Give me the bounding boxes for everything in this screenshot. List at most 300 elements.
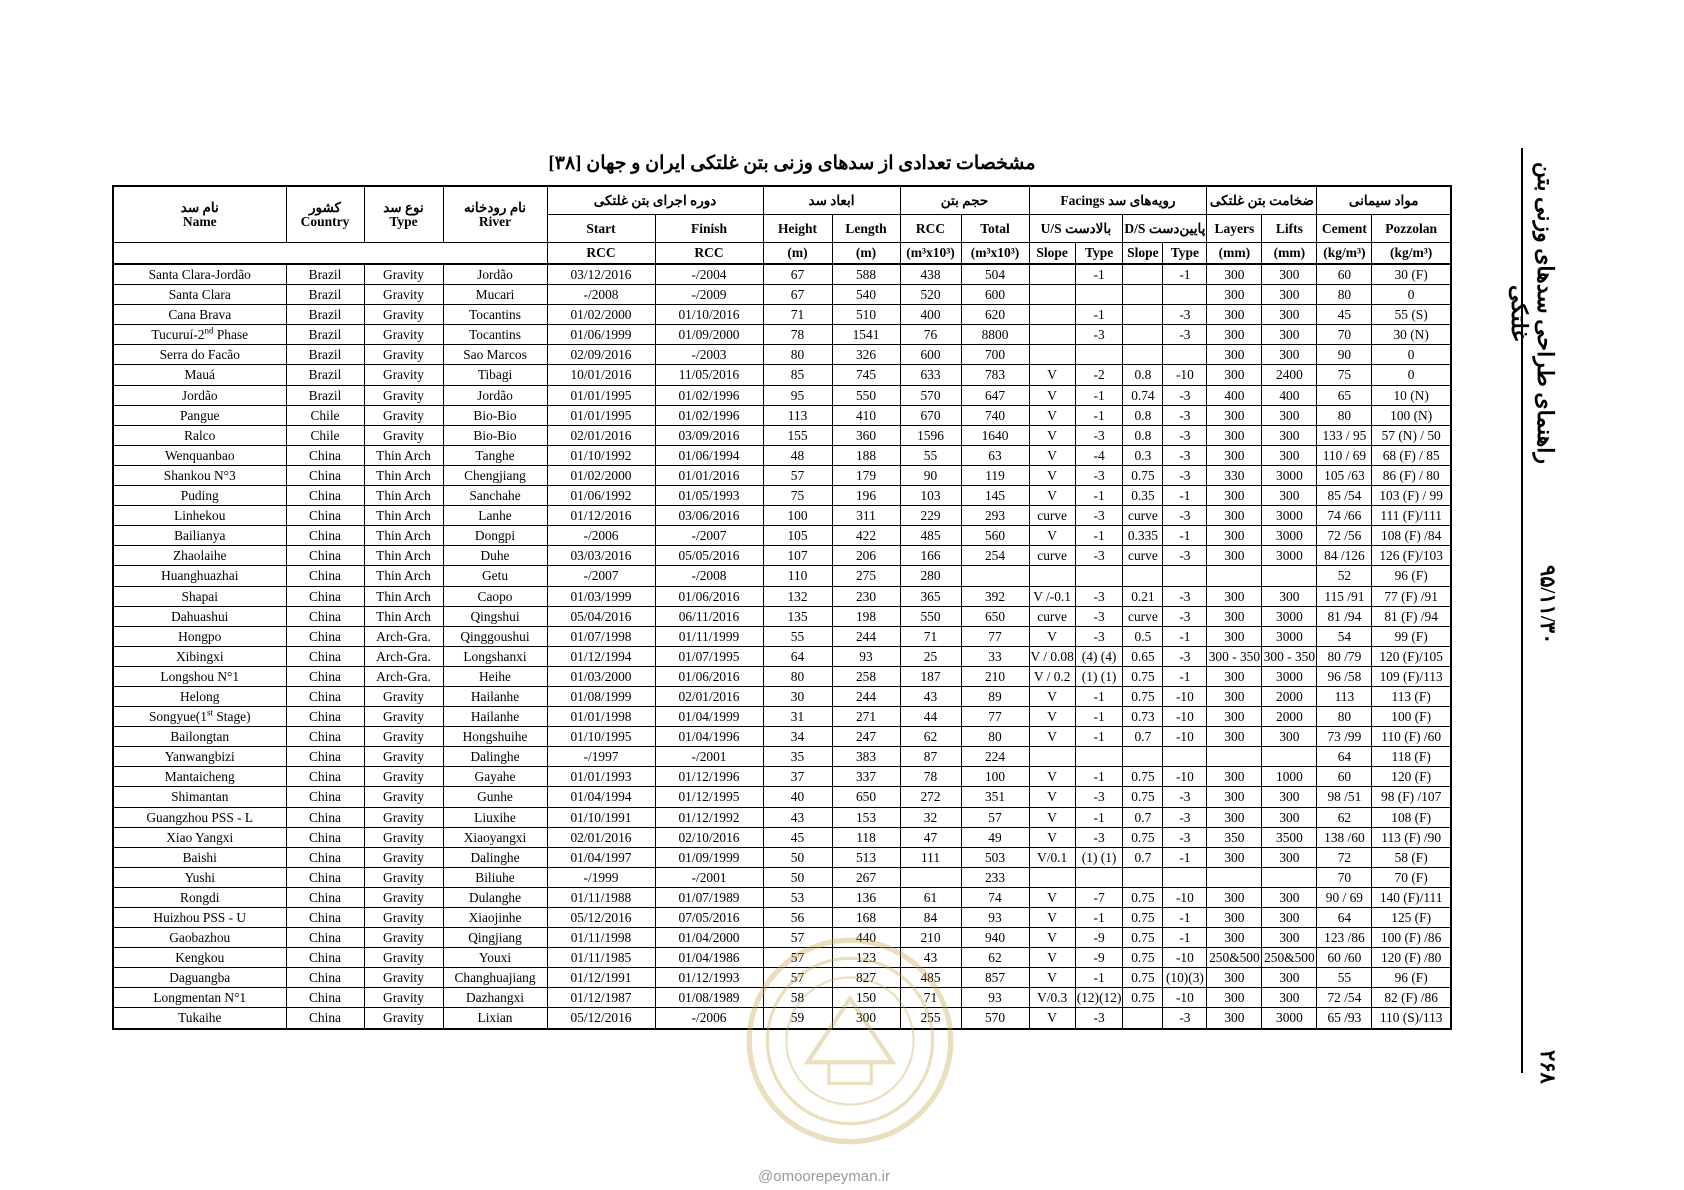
cell-type: Gravity <box>364 827 443 847</box>
cell-type: Thin Arch <box>364 445 443 465</box>
cell-country: China <box>286 948 364 968</box>
cell-vol-rcc: 44 <box>900 707 961 727</box>
cell-country: China <box>286 867 364 887</box>
table-row <box>113 626 1451 646</box>
cell-type: Gravity <box>364 345 443 365</box>
cell-country: China <box>286 847 364 867</box>
col-cement: Cement <box>1317 215 1372 243</box>
cell-height: 110 <box>763 566 832 586</box>
cell-vol-total: 351 <box>961 787 1029 807</box>
cell-start: 01/03/1999 <box>547 586 655 606</box>
cell-cement: 70 <box>1317 325 1372 345</box>
col-height: Height <box>763 215 832 243</box>
cell-ds-slope <box>1123 325 1163 345</box>
table-row <box>113 646 1451 666</box>
cell-us-slope: V <box>1029 968 1075 988</box>
cell-pozzolan: 113 (F) /90 <box>1372 827 1451 847</box>
cell-country: Brazil <box>286 285 364 305</box>
cell-ds-type: -3 <box>1163 606 1207 626</box>
cell-country: China <box>286 686 364 706</box>
cell-length: 422 <box>832 526 900 546</box>
cell-start: 01/04/1994 <box>547 787 655 807</box>
cell-height: 55 <box>763 626 832 646</box>
cell-start: 01/01/1998 <box>547 707 655 727</box>
cell-height: 45 <box>763 827 832 847</box>
cell-vol-rcc: 229 <box>900 506 961 526</box>
cell-start: 01/07/1998 <box>547 626 655 646</box>
cell-pozzolan: 0 <box>1372 285 1451 305</box>
table-row <box>113 707 1451 727</box>
cell-ds-type: -10 <box>1163 948 1207 968</box>
cell-country: China <box>286 526 364 546</box>
cell-name: Ralco <box>113 425 286 445</box>
cell-name: Tukaihe <box>113 1008 286 1029</box>
cell-finish: 01/06/2016 <box>655 666 763 686</box>
cell-layers: 350 <box>1207 827 1262 847</box>
cell-lifts: 300 <box>1262 285 1317 305</box>
cell-name: Serra do Facão <box>113 345 286 365</box>
col-river: نام رودخانه River <box>443 186 547 243</box>
watermark-seal-icon <box>744 935 956 1147</box>
cell-cement: 62 <box>1317 807 1372 827</box>
cell-cement: 138 /60 <box>1317 827 1372 847</box>
cell-vol-rcc: 32 <box>900 807 961 827</box>
unit-ds-slope: Slope <box>1123 243 1163 265</box>
cell-length: 275 <box>832 566 900 586</box>
cell-type: Gravity <box>364 305 443 325</box>
cell-vol-total: 647 <box>961 385 1029 405</box>
cell-country: China <box>286 546 364 566</box>
cell-finish: 01/04/2000 <box>655 928 763 948</box>
cell-layers: 300 <box>1207 325 1262 345</box>
cell-start: 01/12/2016 <box>547 506 655 526</box>
cell-us-slope: V <box>1029 465 1075 485</box>
unit-finish: RCC <box>655 243 763 265</box>
cell-height: 67 <box>763 264 832 285</box>
table-row <box>113 405 1451 425</box>
cell-country: China <box>286 787 364 807</box>
cell-type: Arch-Gra. <box>364 666 443 686</box>
cell-cement: 65 /93 <box>1317 1008 1372 1029</box>
cell-us-type: -1 <box>1075 264 1123 285</box>
cell-vol-total: 57 <box>961 807 1029 827</box>
cell-layers: 300 <box>1207 425 1262 445</box>
cell-layers: 300 <box>1207 405 1262 425</box>
cell-name: Cana Brava <box>113 305 286 325</box>
cell-cement: 123 /86 <box>1317 928 1372 948</box>
cell-lifts: 300 <box>1262 405 1317 425</box>
cell-lifts: 300 <box>1262 345 1317 365</box>
table-row <box>113 867 1451 887</box>
cell-us-type: -3 <box>1075 827 1123 847</box>
col-start: Start <box>547 215 655 243</box>
table-row <box>113 526 1451 546</box>
cell-cement: 64 <box>1317 747 1372 767</box>
cell-ds-slope: 0.75 <box>1123 686 1163 706</box>
cell-us-type: -1 <box>1075 707 1123 727</box>
cell-layers: 300 <box>1207 666 1262 686</box>
cell-layers <box>1207 867 1262 887</box>
unit-length: (m) <box>832 243 900 265</box>
cell-finish: 01/04/1986 <box>655 948 763 968</box>
unit-height: (m) <box>763 243 832 265</box>
cell-layers: 300 <box>1207 626 1262 646</box>
cell-vol-rcc: 71 <box>900 626 961 646</box>
cell-ds-slope: 0.7 <box>1123 727 1163 747</box>
cell-river: Tocantins <box>443 325 547 345</box>
cell-layers: 300 <box>1207 506 1262 526</box>
cell-lifts: 3000 <box>1262 666 1317 686</box>
cell-ds-type: -1 <box>1163 847 1207 867</box>
cell-vol-total: 145 <box>961 486 1029 506</box>
table-row <box>113 767 1451 787</box>
cell-type: Gravity <box>364 1008 443 1029</box>
cell-start: 01/12/1994 <box>547 646 655 666</box>
cell-vol-total: 857 <box>961 968 1029 988</box>
cell-us-slope: V <box>1029 526 1075 546</box>
cell-vol-rcc: 280 <box>900 566 961 586</box>
cell-height: 43 <box>763 807 832 827</box>
cell-cement: 75 <box>1317 365 1372 385</box>
cell-ds-slope: curve <box>1123 546 1163 566</box>
cell-type: Gravity <box>364 908 443 928</box>
col-ds: D/S پایین‌دست <box>1123 215 1207 243</box>
cell-us-slope: curve <box>1029 546 1075 566</box>
cell-length: 360 <box>832 425 900 445</box>
cell-us-slope: V <box>1029 787 1075 807</box>
watermark-text: @omoorepeyman.ir <box>758 1168 890 1185</box>
cell-vol-total: 503 <box>961 847 1029 867</box>
cell-us-type: -9 <box>1075 948 1123 968</box>
cell-vol-rcc: 90 <box>900 465 961 485</box>
cell-name: Xiao Yangxi <box>113 827 286 847</box>
col-name: نام سد Name <box>113 186 286 243</box>
cell-ds-slope: 0.21 <box>1123 586 1163 606</box>
cell-lifts: 3000 <box>1262 465 1317 485</box>
cell-length: 827 <box>832 968 900 988</box>
cell-finish: 01/06/1994 <box>655 445 763 465</box>
cell-vol-rcc: 400 <box>900 305 961 325</box>
cell-height: 132 <box>763 586 832 606</box>
cell-height: 75 <box>763 486 832 506</box>
cell-pozzolan: 70 (F) <box>1372 867 1451 887</box>
cell-us-slope <box>1029 747 1075 767</box>
cell-ds-slope <box>1123 566 1163 586</box>
cell-pozzolan: 58 (F) <box>1372 847 1451 867</box>
cell-start: 01/01/1993 <box>547 767 655 787</box>
cell-river: Tibagi <box>443 365 547 385</box>
cell-country: China <box>286 626 364 646</box>
table-row <box>113 345 1451 365</box>
cell-name: Jordão <box>113 385 286 405</box>
cell-type: Thin Arch <box>364 566 443 586</box>
cell-vol-total: 63 <box>961 445 1029 465</box>
table-row <box>113 486 1451 506</box>
cell-us-slope: curve <box>1029 606 1075 626</box>
cell-ds-type: -1 <box>1163 908 1207 928</box>
cell-us-slope <box>1029 305 1075 325</box>
cell-vol-total: 740 <box>961 405 1029 425</box>
cell-vol-rcc: 210 <box>900 928 961 948</box>
cell-height: 100 <box>763 506 832 526</box>
cell-us-type: (12)(12) <box>1075 988 1123 1008</box>
cell-type: Gravity <box>364 968 443 988</box>
cell-country: China <box>286 727 364 747</box>
cell-country: Brazil <box>286 305 364 325</box>
cell-ds-type: -3 <box>1163 405 1207 425</box>
cell-vol-total: 224 <box>961 747 1029 767</box>
cell-river: Dalinghe <box>443 747 547 767</box>
cell-length: 588 <box>832 264 900 285</box>
cell-length: 244 <box>832 626 900 646</box>
cell-type: Gravity <box>364 405 443 425</box>
cell-vol-rcc: 272 <box>900 787 961 807</box>
cell-ds-type <box>1163 867 1207 887</box>
cell-ds-slope: 0.75 <box>1123 928 1163 948</box>
cell-length: 206 <box>832 546 900 566</box>
cell-start: 05/04/2016 <box>547 606 655 626</box>
cell-lifts: 250&500 <box>1262 948 1317 968</box>
cell-river: Liuxihe <box>443 807 547 827</box>
cell-pozzolan: 108 (F) /84 <box>1372 526 1451 546</box>
cell-finish: 11/05/2016 <box>655 365 763 385</box>
table-row <box>113 365 1451 385</box>
cell-country: Brazil <box>286 325 364 345</box>
cell-lifts: 300 <box>1262 586 1317 606</box>
cell-type: Gravity <box>364 807 443 827</box>
cell-ds-type: -10 <box>1163 686 1207 706</box>
cell-us-slope: V <box>1029 887 1075 907</box>
cell-height: 57 <box>763 928 832 948</box>
cell-name: Bailongtan <box>113 727 286 747</box>
cell-ds-type: -3 <box>1163 546 1207 566</box>
cell-layers: 300 <box>1207 365 1262 385</box>
cell-height: 107 <box>763 546 832 566</box>
cell-vol-rcc: 111 <box>900 847 961 867</box>
cell-length: 337 <box>832 767 900 787</box>
cell-river: Getu <box>443 566 547 586</box>
cell-river: Qinggoushui <box>443 626 547 646</box>
cell-type: Thin Arch <box>364 506 443 526</box>
cell-height: 57 <box>763 948 832 968</box>
cell-lifts: 3000 <box>1262 606 1317 626</box>
cell-height: 35 <box>763 747 832 767</box>
cell-ds-type: -3 <box>1163 827 1207 847</box>
cell-name: Gaobazhou <box>113 928 286 948</box>
cell-height: 31 <box>763 707 832 727</box>
cell-finish: -/2009 <box>655 285 763 305</box>
cell-us-slope: V /-0.1 <box>1029 586 1075 606</box>
cell-layers: 330 <box>1207 465 1262 485</box>
cell-pozzolan: 118 (F) <box>1372 747 1451 767</box>
cell-height: 105 <box>763 526 832 546</box>
cell-us-slope: V <box>1029 405 1075 425</box>
cell-cement: 96 /58 <box>1317 666 1372 686</box>
cell-river: Gunhe <box>443 787 547 807</box>
cell-length: 196 <box>832 486 900 506</box>
cell-cement: 72 <box>1317 847 1372 867</box>
cell-layers <box>1207 566 1262 586</box>
cell-height: 78 <box>763 325 832 345</box>
cell-ds-slope <box>1123 345 1163 365</box>
cell-country: China <box>286 887 364 907</box>
cell-lifts: 300 <box>1262 727 1317 747</box>
cell-layers: 300 <box>1207 787 1262 807</box>
cell-country: China <box>286 908 364 928</box>
cell-vol-rcc: 84 <box>900 908 961 928</box>
cell-vol-rcc: 76 <box>900 325 961 345</box>
cell-ds-type: -10 <box>1163 988 1207 1008</box>
cell-length: 650 <box>832 787 900 807</box>
cell-country: China <box>286 566 364 586</box>
cell-length: 247 <box>832 727 900 747</box>
cell-length: 93 <box>832 646 900 666</box>
cell-country: Chile <box>286 425 364 445</box>
cell-us-slope: V <box>1029 908 1075 928</box>
cell-cement: 70 <box>1317 867 1372 887</box>
cell-country: China <box>286 506 364 526</box>
cell-height: 113 <box>763 405 832 425</box>
cell-start: 02/01/2016 <box>547 827 655 847</box>
cell-ds-type: -3 <box>1163 506 1207 526</box>
cell-us-type <box>1075 747 1123 767</box>
cell-lifts: 300 <box>1262 887 1317 907</box>
unit-layers: (mm) <box>1207 243 1262 265</box>
cell-length: 311 <box>832 506 900 526</box>
cell-vol-rcc: 43 <box>900 948 961 968</box>
cell-ds-slope <box>1123 867 1163 887</box>
table-row <box>113 586 1451 606</box>
cell-lifts: 3000 <box>1262 626 1317 646</box>
cell-cement: 81 /94 <box>1317 606 1372 626</box>
cell-length: 1541 <box>832 325 900 345</box>
cell-country: Chile <box>286 405 364 425</box>
cell-length: 118 <box>832 827 900 847</box>
cell-finish: 01/06/2016 <box>655 586 763 606</box>
cell-type: Gravity <box>364 707 443 727</box>
cell-length: 188 <box>832 445 900 465</box>
cell-length: 745 <box>832 365 900 385</box>
cell-type: Gravity <box>364 988 443 1008</box>
cell-us-type: -2 <box>1075 365 1123 385</box>
cell-name: Baishi <box>113 847 286 867</box>
cell-finish: 05/05/2016 <box>655 546 763 566</box>
cell-vol-total: 650 <box>961 606 1029 626</box>
cell-lifts: 400 <box>1262 385 1317 405</box>
cell-ds-slope <box>1123 305 1163 325</box>
cell-cement: 133 / 95 <box>1317 425 1372 445</box>
cell-layers: 300 <box>1207 546 1262 566</box>
cell-finish: 03/09/2016 <box>655 425 763 445</box>
cell-pozzolan: 125 (F) <box>1372 908 1451 928</box>
col-thickness: ضخامت بتن غلتکی <box>1207 186 1317 215</box>
cell-lifts: 300 <box>1262 968 1317 988</box>
cell-pozzolan: 140 (F)/111 <box>1372 887 1451 907</box>
col-dimensions: ابعاد سد <box>763 186 900 215</box>
cell-vol-rcc: 670 <box>900 405 961 425</box>
cell-river: Xiaojinhe <box>443 908 547 928</box>
cell-finish: 01/07/1995 <box>655 646 763 666</box>
unit-spacer <box>113 243 547 265</box>
cell-ds-slope: 0.65 <box>1123 646 1163 666</box>
cell-type: Thin Arch <box>364 465 443 485</box>
table-row <box>113 686 1451 706</box>
cell-vol-rcc: 485 <box>900 968 961 988</box>
cell-type: Gravity <box>364 867 443 887</box>
cell-lifts: 3000 <box>1262 506 1317 526</box>
cell-layers: 300 <box>1207 445 1262 465</box>
cell-lifts: 3000 <box>1262 1008 1317 1029</box>
cell-ds-type: -1 <box>1163 526 1207 546</box>
cell-pozzolan: 86 (F) / 80 <box>1372 465 1451 485</box>
cell-us-type: -1 <box>1075 686 1123 706</box>
cell-river: Jordão <box>443 264 547 285</box>
cell-layers <box>1207 747 1262 767</box>
dams-table-body <box>113 264 1451 1029</box>
col-period: دوره اجرای بتن غلتکی <box>547 186 763 215</box>
unit-ds-type: Type <box>1163 243 1207 265</box>
cell-finish: 02/10/2016 <box>655 827 763 847</box>
cell-us-type: -1 <box>1075 767 1123 787</box>
cell-start: 01/06/1999 <box>547 325 655 345</box>
cell-start: 01/06/1992 <box>547 486 655 506</box>
cell-name: Mauá <box>113 365 286 385</box>
cell-layers: 300 <box>1207 1008 1262 1029</box>
cell-country: China <box>286 807 364 827</box>
cell-ds-slope: 0.7 <box>1123 807 1163 827</box>
cell-start: 02/01/2016 <box>547 425 655 445</box>
cell-finish: -/2003 <box>655 345 763 365</box>
cell-cement: 54 <box>1317 626 1372 646</box>
cell-pozzolan: 99 (F) <box>1372 626 1451 646</box>
cell-vol-total: 504 <box>961 264 1029 285</box>
cell-height: 59 <box>763 1008 832 1029</box>
cell-lifts: 300 - 350 <box>1262 646 1317 666</box>
cell-country: China <box>286 827 364 847</box>
cell-length: 136 <box>832 887 900 907</box>
cell-pozzolan: 120 (F) /80 <box>1372 948 1451 968</box>
cell-finish: 01/01/2016 <box>655 465 763 485</box>
cell-name: Shankou N°3 <box>113 465 286 485</box>
cell-start: 01/02/2000 <box>547 465 655 485</box>
cell-us-slope: V/0.1 <box>1029 847 1075 867</box>
cell-vol-total: 1640 <box>961 425 1029 445</box>
cell-us-type: -3 <box>1075 506 1123 526</box>
cell-lifts: 300 <box>1262 445 1317 465</box>
cell-river: Chengjiang <box>443 465 547 485</box>
cell-us-type: -1 <box>1075 968 1123 988</box>
cell-ds-type: -3 <box>1163 305 1207 325</box>
cell-pozzolan: 110 (F) /60 <box>1372 727 1451 747</box>
cell-layers: 300 <box>1207 486 1262 506</box>
cell-type: Gravity <box>364 365 443 385</box>
table-row <box>113 606 1451 626</box>
cell-height: 53 <box>763 887 832 907</box>
cell-finish: 01/02/1996 <box>655 385 763 405</box>
cell-ds-type: -1 <box>1163 486 1207 506</box>
cell-country: China <box>286 988 364 1008</box>
cell-vol-total: 620 <box>961 305 1029 325</box>
cell-finish: 01/05/1993 <box>655 486 763 506</box>
cell-finish: -/2001 <box>655 867 763 887</box>
cell-river: Dulanghe <box>443 887 547 907</box>
cell-finish: -/2004 <box>655 264 763 285</box>
cell-pozzolan: 111 (F)/111 <box>1372 506 1451 526</box>
cell-height: 64 <box>763 646 832 666</box>
cell-us-slope: V / 0.08 <box>1029 646 1075 666</box>
cell-length: 168 <box>832 908 900 928</box>
cell-pozzolan: 110 (S)/113 <box>1372 1008 1451 1029</box>
